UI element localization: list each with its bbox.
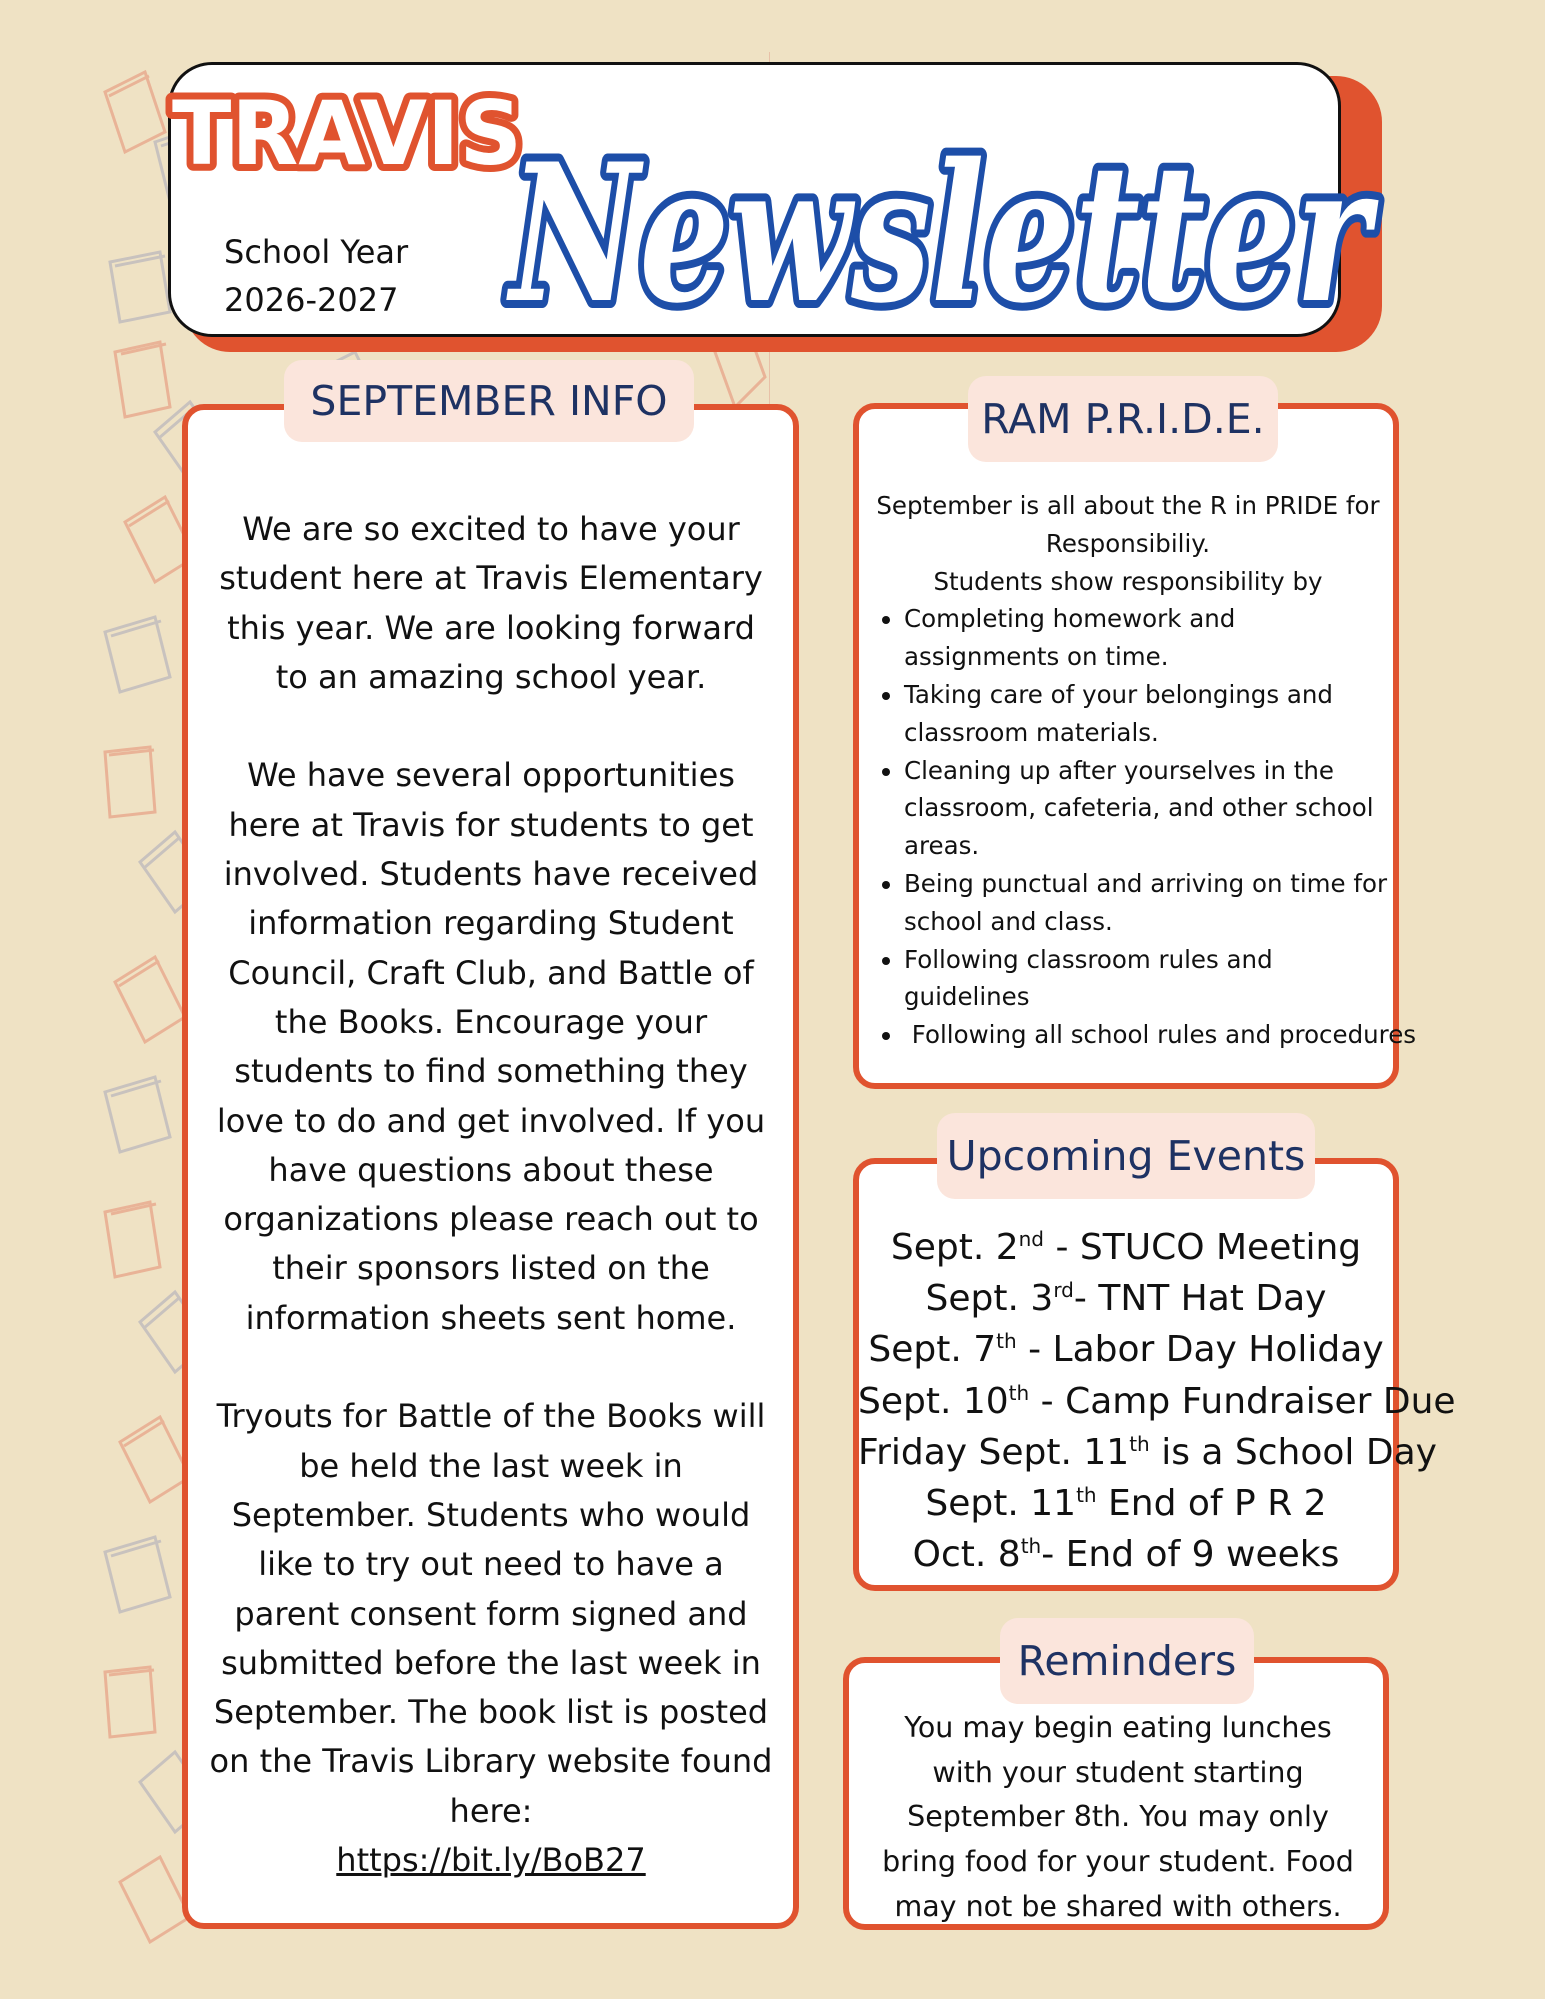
newsletter-title-logo xyxy=(490,100,1415,360)
event-item: Sept. 3rd- TNT Hat Day xyxy=(925,1278,1327,1320)
school-year-label: School Year xyxy=(224,233,409,271)
ram-pride-item: • Following classroom rules and guidelines xyxy=(904,941,1390,1017)
reminders-text: You may begin eating lunches with your student starting September 8th. You may only bring food for your student. Food may not be shared with others. xyxy=(882,1711,1354,1923)
ram-pride-item: • Following all school rules and procedures xyxy=(904,1016,1390,1054)
event-item: Sept. 7th - Labor Day Holiday xyxy=(868,1329,1384,1371)
event-item: Sept. 10th - Camp Fundraiser Due xyxy=(858,1380,1456,1422)
newsletter-title-text: Newsletter xyxy=(505,122,1379,345)
september-info-paragraph-3-text: Tryouts for Battle of the Books will be held the last week in September. Students who would like to try out need to have a parent consent form signed and submitted before the last week in September. The book list is posted on the Travis Library website found here: xyxy=(209,1397,773,1830)
september-info-heading: SEPTEMBER INFO xyxy=(284,360,694,442)
ram-pride-item: • Completing homework and assignments on time. xyxy=(904,600,1390,676)
book-list-link[interactable]: https://bit.ly/BoB27 xyxy=(336,1841,646,1880)
ram-pride-body xyxy=(866,487,1417,1054)
school-year-value: 2026-2027 xyxy=(224,281,399,319)
upcoming-events-heading: Upcoming Events xyxy=(937,1113,1315,1199)
event-item: Sept. 11th End of P R 2 xyxy=(925,1483,1327,1525)
event-item: Oct. 8th- End of 9 weeks xyxy=(912,1534,1340,1576)
ram-pride-item: • Taking care of your belongings and classroom materials. xyxy=(904,676,1390,752)
event-item: Friday Sept. 11th is a School Day xyxy=(858,1431,1437,1473)
event-item: Sept. 2nd - STUCO Meeting xyxy=(890,1227,1362,1268)
reminders-heading: Reminders xyxy=(1000,1618,1254,1704)
ram-pride-list xyxy=(866,600,1417,1054)
travis-logo-text: TRAVIS xyxy=(172,82,522,185)
september-info-body xyxy=(206,505,776,1885)
ram-pride-lead: Students show responsibility by xyxy=(933,566,1323,596)
upcoming-events-list xyxy=(858,1222,1456,1580)
school-year xyxy=(224,228,444,324)
september-info-paragraph-2: We have several opportunities here at Travis for students to get involved. Students have received information regarding Student Council, Craft Club, and Battle of the Books. Encourage your students to find something they love to do and get involved. If you have questions about these organizations please reach out to their sponsors listed on the information sheets sent home. xyxy=(216,756,766,1337)
ram-pride-intro: September is all about the R in PRIDE for Responsibiliy. xyxy=(876,491,1380,558)
ram-pride-heading: RAM P.R.I.D.E. xyxy=(968,376,1278,462)
september-info-paragraph-1: We are so excited to have your student here at Travis Elementary this year. We are looking forward to an amazing school year. xyxy=(219,510,763,696)
ram-pride-item: • Cleaning up after yourselves in the classroom, cafeteria, and other school areas. xyxy=(904,752,1390,865)
ram-pride-item: • Being punctual and arriving on time for school and class. xyxy=(904,865,1390,941)
september-info-paragraph-3 xyxy=(206,1392,776,1885)
reminders-body xyxy=(870,1706,1366,1930)
